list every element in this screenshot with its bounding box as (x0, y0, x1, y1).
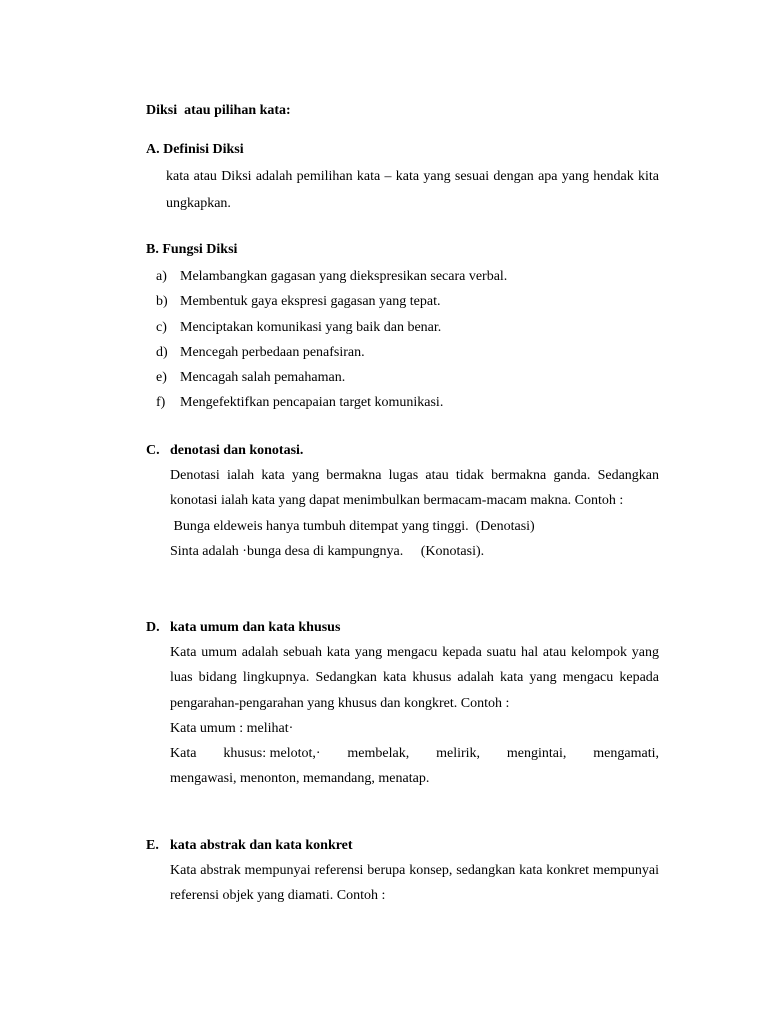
example-konotasi: Sinta adalah ·bunga desa di kampungnya. (Konotasi). (170, 543, 485, 559)
list-item: c) Menciptakan komunikasi yang baik dan benar. (156, 319, 442, 335)
document-title: Diksi atau pilihan kata: (146, 103, 291, 118)
section-heading: C. denotasi dan konotasi. (146, 443, 304, 458)
section-body: Kata umum adalah sebuah kata yang mengacu kepada suatu hal atau kelompok yang luas bidang lingkupnya. Sedangkan kata khusus adalah kata yang mengacu kepada pengarahan-pengarahan yang khusus dan kongkret. Contoh : Kata umum : melihat· Kata khusus: melotot,· membelak, melirik, mengintai, mengamati, mengawasi, menonton, memandang, menatap. (170, 640, 659, 792)
example-umum: Kata umum : melihat· (170, 720, 294, 736)
section-body: Denotasi ialah kata yang bermakna lugas atau tidak bermakna ganda. Sedangkan konotasi ialah kata yang dapat menimbulkan bermacam-macam makna. Contoh : Bunga eldeweis hanya tumbuh ditempat yang tinggi. (Denotasi) Sinta adalah ·bunga desa di kampungnya. (Konotasi). (170, 463, 659, 564)
list-item: a) Melambangkan gagasan yang diekspresikan secara verbal. (156, 269, 508, 284)
example-denotasi: Bunga eldeweis hanya tumbuh ditempat yang tinggi. (Denotasi) (170, 518, 535, 534)
example-khusus-cont: mengawasi, menonton, memandang, menatap. (170, 771, 430, 787)
section-fungsi (146, 240, 661, 416)
example-khusus: Kata khusus: melotot,· membelak, melirik, mengintai, mengamati, (170, 746, 659, 762)
list-item: b) Membentuk gaya ekspresi gagasan yang tepat. (156, 294, 441, 310)
section-denotasi (146, 441, 661, 564)
section-heading: E. kata abstrak dan kata konkret (146, 838, 353, 853)
function-list (156, 264, 661, 416)
section-body: Kata abstrak mempunyai referensi berupa konsep, sedangkan kata konkret mempunyai referensi objek yang diamati. Contoh : (170, 863, 659, 904)
section-kata-umum (146, 618, 661, 792)
section-abstrak (146, 836, 661, 909)
section-definisi (146, 140, 661, 217)
section-heading: D. kata umum dan kata khusus (146, 620, 341, 635)
section-body: kata atau Diksi adalah pemilihan kata – kata yang sesuai dengan apa yang hendak kita ungkapkan. (166, 169, 659, 211)
section-heading: B. Fungsi Diksi (146, 242, 238, 257)
section-heading: A. Definisi Diksi (146, 142, 244, 157)
list-item: f) Mengefektifkan pencapaian target komunikasi. (156, 395, 444, 411)
list-item: d) Mencegah perbedaan penafsiran. (156, 344, 365, 360)
list-item: e) Mencagah salah pemahaman. (156, 370, 346, 386)
